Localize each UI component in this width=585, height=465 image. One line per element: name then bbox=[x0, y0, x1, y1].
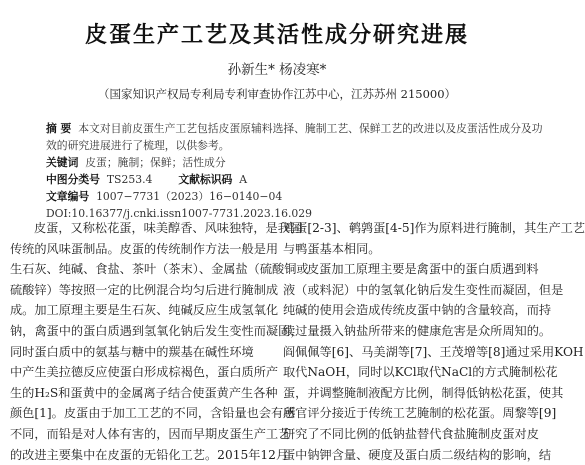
body-line: 鸡蛋[2-3]、鹌鹑蛋[4-5]作为原料进行腌制，其生产工艺 bbox=[283, 221, 585, 235]
abstract-label: 摘 要 bbox=[46, 122, 72, 135]
body-line: 成。加工原理主要是生石灰、纯碱反应生成氢氧化 bbox=[10, 303, 279, 318]
keywords-value: 皮蛋；腌制；保鲜；活性成分 bbox=[85, 156, 226, 169]
body-line: 硫酸锌）等按照一定的比例混合均匀后进行腌制成 bbox=[10, 282, 279, 297]
body-line: 生的H₂S和蛋黄中的金属离子结合使蛋黄产生各种 bbox=[10, 385, 278, 400]
body-line: 颜色[1]。皮蛋由于加工工艺的不同，含铅量也会有所 bbox=[10, 406, 296, 421]
meta-block bbox=[46, 154, 518, 222]
paper-title: 皮蛋生产工艺及其活性成分研究进展 bbox=[84, 23, 469, 48]
body-line: 研究了不同比例的低钠盐替代食盐腌制皮蛋对皮 bbox=[283, 426, 539, 441]
body-line: 中产生美拉德反应使蛋白形成棕褐色，蛋白质所产 bbox=[10, 365, 279, 380]
clc-value: TS253.4 bbox=[106, 173, 153, 186]
body-column-left bbox=[10, 218, 309, 465]
body-line: 传统的风味蛋制品。皮蛋的传统制作方法一般是用 bbox=[10, 241, 279, 256]
abstract-text-2: 效的研究进展进行了梳理，以供参考。 bbox=[46, 139, 230, 152]
article-number-row bbox=[46, 188, 518, 205]
author-affiliation: （国家知识产权局专利局专利审查协作江苏中心，江苏苏州 215000） bbox=[97, 87, 457, 101]
body-line: 感官评分接近于传统工艺腌制的松花蛋。周黎等[9] bbox=[283, 406, 557, 421]
body-line: 皮蛋加工原理主要是禽蛋中的蛋白质遇到料 bbox=[307, 262, 539, 277]
doc-code-value: A bbox=[239, 173, 248, 186]
body-line: 续过量摄入钠盐所带来的健康危害是众所周知的。 bbox=[283, 323, 552, 338]
body-line: 阎佩佩等[6]、马美湖等[7]、王茂增等[8]通过采用KOH bbox=[283, 344, 584, 359]
doc-code-label: 文献标识码 bbox=[178, 173, 233, 186]
classification-row bbox=[46, 171, 518, 188]
article-number-label: 文章编号 bbox=[46, 190, 90, 203]
paper-authors: 孙新生* 杨凌寒* bbox=[227, 62, 327, 78]
article-number-value: 1007−7731（2023）16−0140−04 bbox=[96, 190, 283, 203]
abstract-block bbox=[46, 120, 543, 154]
body-line: 钠，禽蛋中的蛋白质遇到氢氧化钠后发生变性而凝固， bbox=[10, 323, 303, 338]
keywords-label: 关键词 bbox=[46, 156, 79, 169]
body-line: 生石灰、纯碱、食盐、茶叶（茶末）、金属盐（硫酸铜或 bbox=[10, 262, 309, 277]
body-line: 纯碱的使用会造成传统皮蛋中钠的含量较高，而持 bbox=[283, 303, 552, 318]
body-line: 取代NaOH，同时以KCl取代NaCl的方式腌制松花 bbox=[283, 365, 558, 380]
body-column-right bbox=[283, 218, 585, 465]
clc-label: 中图分类号 bbox=[46, 173, 100, 186]
doi-row: DOI:10.16377/j.cnki.issn1007-7731.2023.16.029 bbox=[46, 207, 312, 220]
abstract-text-1: 本文对目前皮蛋生产工艺包括皮蛋原辅料选择、腌制工艺、保鲜工艺的改进以及皮蛋活性成分及功 bbox=[78, 122, 543, 135]
body-line: 蛋中钠钾含量、硬度及蛋白质二级结构的影响，结 bbox=[283, 447, 552, 462]
body-line: 的改进主要集中在皮蛋的无铅化工艺。2015年12月 bbox=[10, 447, 289, 462]
keywords-row bbox=[46, 154, 518, 171]
body-line: 不同，而铅是对人体有害的，因而早期皮蛋生产工艺 bbox=[10, 426, 291, 441]
body-line: 液（或料泥）中的氢氧化钠后发生变性而凝固，但是 bbox=[283, 282, 564, 297]
body-line: 蛋，并调整腌制液配方比例，制得低钠松花蛋，使其 bbox=[283, 385, 564, 400]
body-line: 皮蛋，又称松花蛋，味美醇香、风味独特，是我国 bbox=[34, 221, 303, 235]
body-line: 同时蛋白质中的氨基与糖中的羰基在碱性环境 bbox=[10, 344, 254, 359]
body-line: 与鸭蛋基本相同。 bbox=[283, 241, 381, 256]
